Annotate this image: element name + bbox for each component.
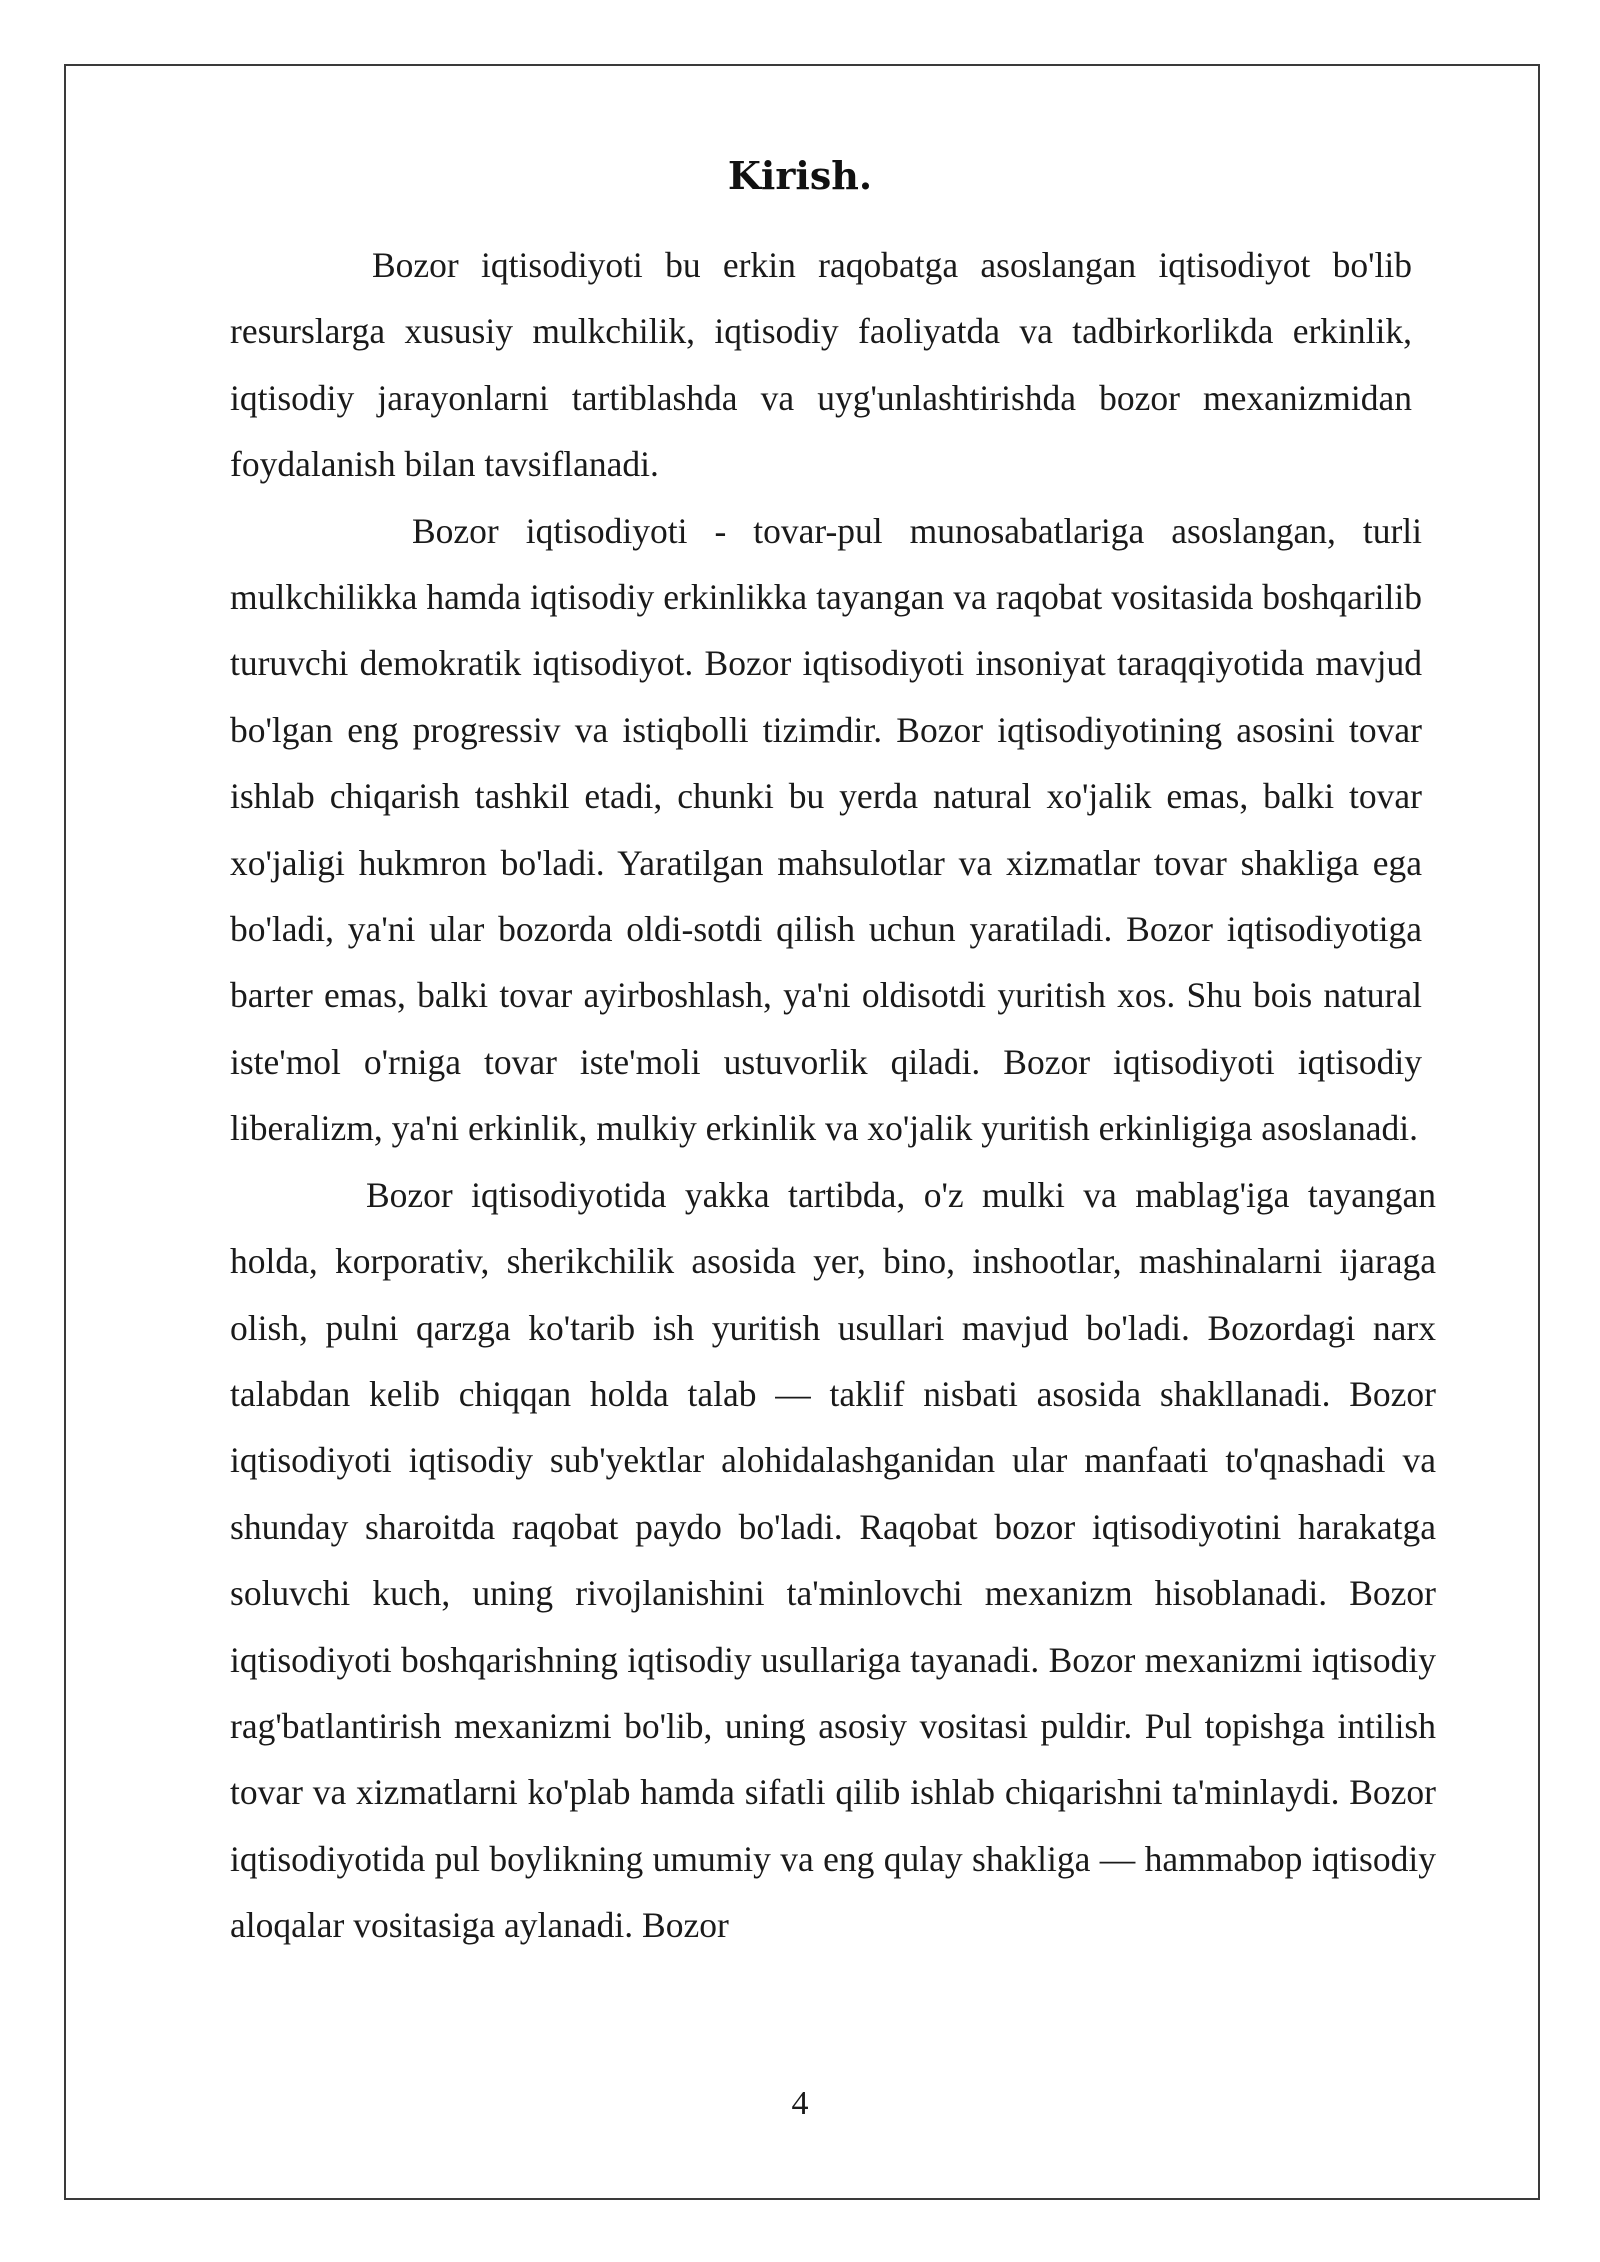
paragraph-intro: Bozor iqtisodiyoti bu erkin raqobatga asoslangan iqtisodiyot bo'lib resurslarga xususiy mulkchilik, iqtisodiy faoliyatda va tadbirkorlikda erkinlik, iqtisodiy jarayonlarni tartiblashda va uyg'unlashtirishda bozor mexanizmidan foydalanish bilan tavsiflanadi. [230, 245, 1412, 485]
page-number: 4 [791, 2085, 809, 2122]
body-text [230, 232, 1436, 1959]
paragraph-definition: Bozor iqtisodiyoti - tovar-pul munosabatlariga asoslangan, turli mulkchilikka hamda iqtisodiy erkinlikka tayangan va raqobat vositasida boshqarilib turuvchi demokratik iqtisodiyot. Bozor iqtisodiyoti insoniyat taraqqiyotida mavjud bo'lgan eng progressiv va istiqbolli tizimdir. Bozor iqtisodiyotining asosini tovar ishlab chiqarish tashkil etadi, chunki bu yerda natural xo'jalik emas, balki tovar xo'jaligi hukmron bo'ladi. Yaratilgan mahsulotlar va xizmatlar tovar shakliga ega bo'ladi, ya'ni ular bozorda oldi-sotdi qilish uchun yaratiladi. Bozor iqtisodiyotiga barter emas, balki tovar ayirboshlash, ya'ni oldisotdi yuritish xos. Shu bois natural iste'mol o'rniga tovar iste'moli ustuvorlik qiladi. Bozor iqtisodiyoti iqtisodiy liberalizm, ya'ni erkinlik, mulkiy erkinlik va xo'jalik yuritish erkinligiga asoslanadi. [230, 510, 1422, 1149]
paragraph-mechanisms: Bozor iqtisodiyotida yakka tartibda, o'z mulki va mablag'iga tayangan holda, korporativ, sherikchilik asosida yer, bino, inshootlar, mashinalarni ijaraga olish, pulni qarzga ko'tarib ish yuritish usullari mavjud bo'ladi. Bozordagi narx talabdan kelib chiqqan holda talab — taklif nisbati asosida shakllanadi. Bozor iqtisodiyoti iqtisodiy sub'yektlar alohidalashganidan ular manfaati to'qnashadi va shunday sharoitda raqobat paydo bo'ladi. Raqobat bozor iqtisodiyotini harakatga soluvchi kuch, uning rivojlanishini ta'minlovchi mexanizm hisoblanadi. Bozor iqtisodiyoti boshqarishning iqtisodiy usullariga tayanadi. Bozor mexanizmi iqtisodiy rag'batlantirish mexanizmi bo'lib, uning asosiy vositasi puldir. Pul topishga intilish tovar va xizmatlarni ko'plab hamda sifatli qilib ishlab chiqarishni ta'minlaydi. Bozor iqtisodiyotida pul boylikning umumiy va eng qulay shakliga — hammabop iqtisodiy aloqalar vositasiga aylanadi. Bozor [230, 1174, 1436, 1946]
page-title: Kirish. [727, 153, 873, 198]
